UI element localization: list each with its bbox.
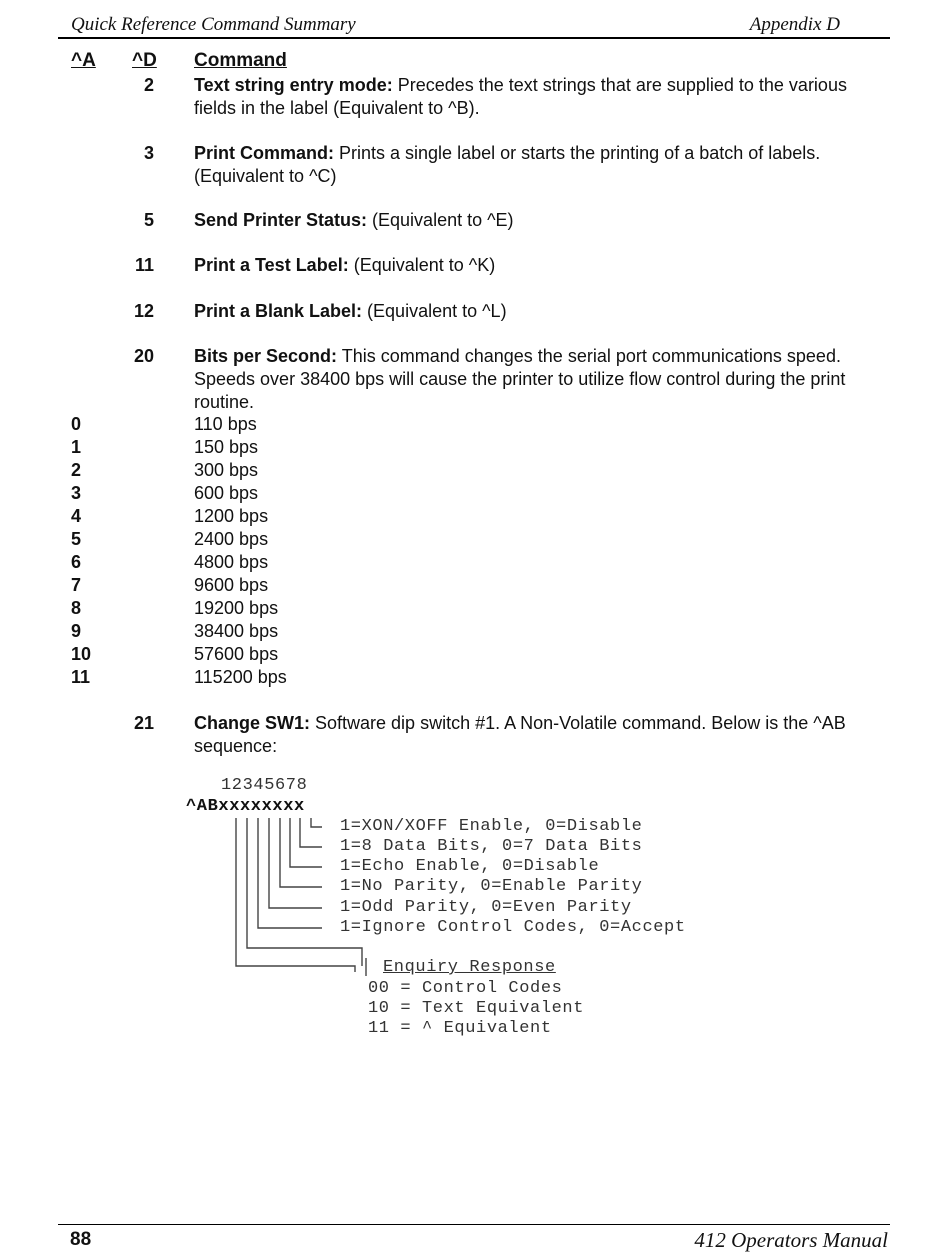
header-appendix: Appendix D [749,14,840,35]
baud-value: 57600 bps [194,644,279,664]
baud-code: 11 [71,667,91,687]
sw1-bit-description: 1=8 Data Bits, 0=7 Data Bits [340,837,643,856]
baud-code: 0 [71,414,82,434]
enquiry-option: 10 = Text Equivalent [368,999,585,1018]
baud-value: 600 bps [194,483,259,503]
enquiry-option: 11 = ^ Equivalent [368,1019,552,1038]
sw1-bit-numbers: 12345678 [221,776,308,795]
command-code: 5 [143,210,154,230]
command-title: Change SW1: [194,713,311,733]
command-text: Software dip switch #1. A Non-Volatile command. Below is the ^AB sequence: [194,713,846,756]
command-code: 21 [133,713,154,733]
command-text: (Equivalent to ^E) [367,210,514,230]
command-code: 20 [133,346,154,366]
command-text: (Equivalent to ^L) [362,301,507,321]
command-text: Precedes the text strings that are supplied to the various fields in the label (Equivalent to ^B). [194,75,847,118]
sw1-sequence: ^ABxxxxxxxx [186,797,305,816]
baud-value: 2400 bps [194,529,269,549]
sw1-bit-description: 1=XON/XOFF Enable, 0=Disable [340,817,643,836]
command-code: 3 [143,143,154,163]
page-footer [58,1224,890,1255]
baud-value: 110 bps [194,414,257,434]
command-code: 2 [143,75,154,95]
header-section-title: Quick Reference Command Summary [71,14,356,35]
baud-value: 9600 bps [194,575,269,595]
sw1-bit-description: 1=Ignore Control Codes, 0=Accept [340,918,686,937]
baud-code: 2 [71,460,82,480]
baud-code: 6 [71,552,82,572]
baud-code: 8 [71,598,82,618]
command-title: Bits per Second: [194,346,338,366]
baud-code: 7 [71,575,82,595]
command-text: This command changes the serial port communications speed. Speeds over 38400 bps will cause the printer to utilize flow control during the print routine. [194,346,846,412]
baud-code: 3 [71,483,82,503]
enquiry-option: 00 = Control Codes [368,979,563,998]
baud-code: 9 [71,621,82,641]
baud-value: 300 bps [194,460,259,480]
sw1-bit-description: 1=No Parity, 0=Enable Parity [340,877,643,896]
baud-value: 38400 bps [194,621,279,641]
column-heading-command: Command [194,50,287,71]
baud-code: 1 [71,437,82,457]
baud-value: 19200 bps [194,598,279,618]
baud-value: 115200 bps [194,667,287,687]
column-heading-a: ^A [71,50,96,71]
command-title: Print a Blank Label: [194,301,363,321]
baud-value: 4800 bps [194,552,269,572]
command-text: (Equivalent to ^K) [348,255,496,275]
sw1-bit-description: 1=Echo Enable, 0=Disable [340,857,600,876]
manual-title: 412 Operators Manual [694,1228,888,1252]
command-title: Text string entry mode: [194,75,393,95]
baud-value: 1200 bps [194,506,269,526]
command-title: Print Command: [194,143,335,163]
baud-value: 150 bps [194,437,259,457]
page-number: 88 [70,1229,92,1250]
sw1-bit-description: 1=Odd Parity, 0=Even Parity [340,898,632,917]
baud-code: 10 [71,644,92,664]
enquiry-response-title: Enquiry Response [383,958,556,977]
column-heading-d: ^D [132,50,157,71]
command-text: Prints a single label or starts the printing of a batch of labels. (Equivalent to ^C) [194,143,821,186]
baud-code: 5 [71,529,82,549]
command-title: Send Printer Status: [194,210,368,230]
baud-code: 4 [71,506,82,526]
command-title: Print a Test Label: [194,255,349,275]
command-code: 12 [133,301,154,321]
command-code: 11 [134,255,154,275]
